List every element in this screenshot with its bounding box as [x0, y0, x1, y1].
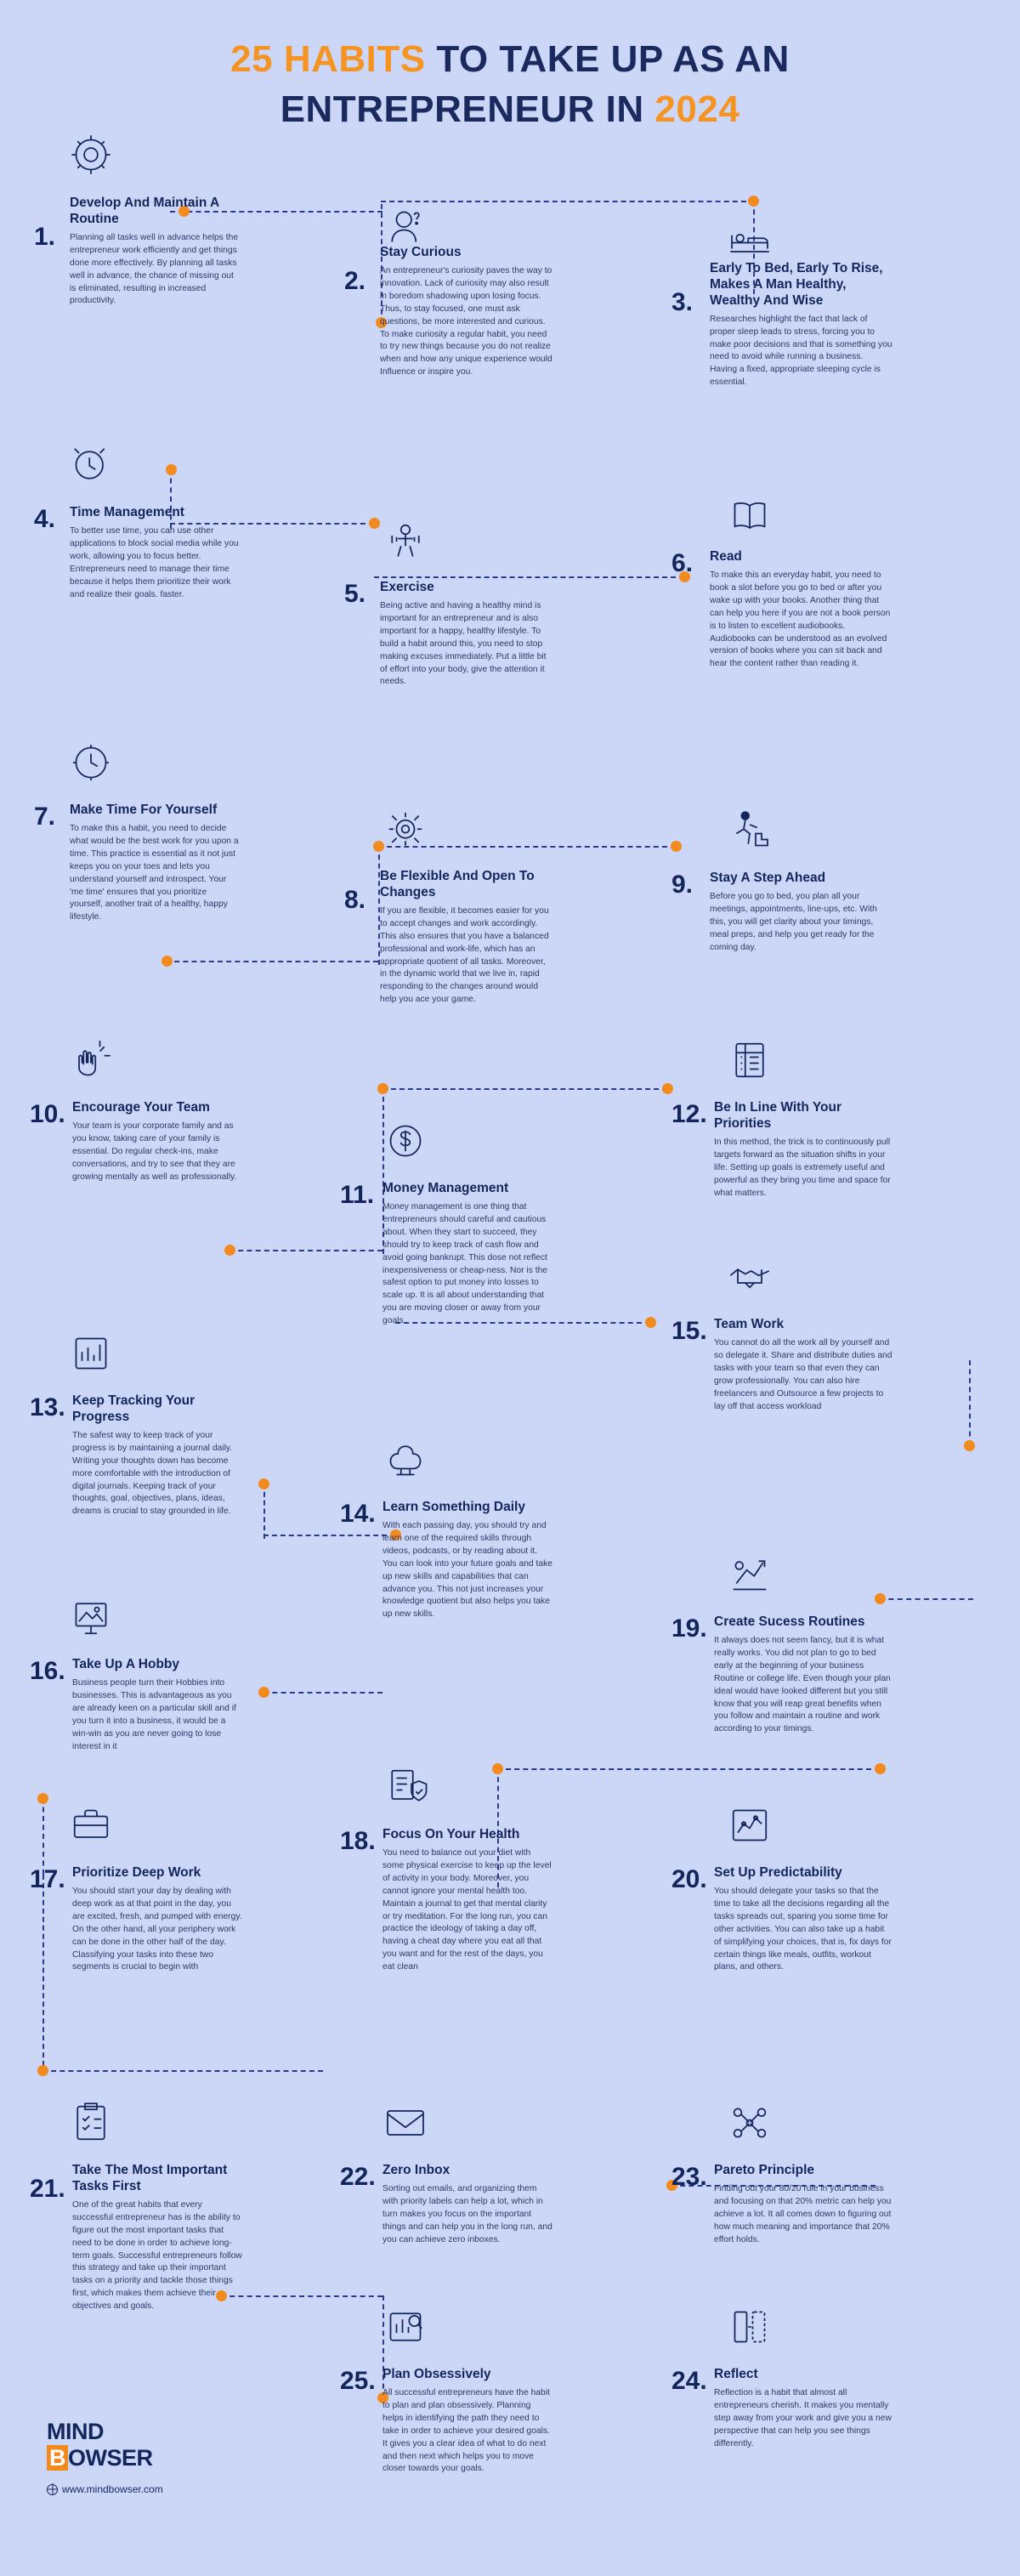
habit-title-17: Prioritize Deep Work: [72, 1865, 201, 1880]
connector-7-8: [166, 961, 378, 962]
connector-dot: [166, 464, 177, 475]
habit-number-12: 12.: [672, 1100, 707, 1128]
habit-number-17: 17.: [30, 1865, 65, 1893]
task-list-icon: [64, 2096, 118, 2150]
connector-dot: [662, 1083, 673, 1094]
habit-title-21: Take The Most Important Tasks First: [72, 2163, 228, 2193]
connector-dot: [875, 1763, 886, 1774]
habit-number-4: 4.: [34, 505, 56, 533]
habit-number-24: 24.: [672, 2367, 707, 2395]
habit-title-3: Early To Bed, Early To Rise, Makes A Man Healthy, Wealthy And Wise: [710, 261, 883, 308]
flexible-target-icon: [378, 803, 433, 858]
connector-13v: [264, 1484, 265, 1539]
habit-number-7: 7.: [34, 803, 56, 831]
habit-title-13: Keep Tracking Your Progress: [72, 1393, 196, 1424]
habit-number-8: 8.: [344, 886, 366, 914]
habit-number-23: 23.: [672, 2163, 707, 2191]
habit-title-2: Stay Curious: [380, 245, 462, 259]
habit-number-10: 10.: [30, 1100, 65, 1128]
connector-dot: [37, 1793, 48, 1804]
habit-number-9: 9.: [672, 871, 694, 899]
habit-title-25: Plan Obsessively: [382, 2367, 491, 2381]
habit-title-16: Take Up A Hobby: [72, 1657, 180, 1671]
habit-number-19: 19.: [672, 1614, 707, 1643]
habit-number-15: 15.: [672, 1317, 707, 1345]
money-dollar-icon: [378, 1114, 433, 1168]
habit-number-18: 18.: [340, 1827, 376, 1855]
habit-desc-20: You should delegate your tasks so that the time to take all the decisions regarding all the tasks spreads out, sparing you some time for other activities. You can also take up a habit of simplifying your choices, that is, fix days for certain things like meals, outfits, workout plans, and others.: [714, 1886, 892, 1972]
habit-number-16: 16.: [30, 1657, 65, 1685]
title-rest-line1: TO TAKE UP AS AN: [425, 38, 790, 80]
connector-dot: [492, 1763, 503, 1774]
footer-branding: [47, 2419, 163, 2495]
predictability-chart-icon: [722, 1798, 777, 1853]
habit-number-22: 22.: [340, 2163, 376, 2191]
habit-number-14: 14.: [340, 1500, 376, 1528]
briefcase-icon: [64, 1798, 118, 1853]
open-book-icon: [722, 489, 777, 543]
habit-number-6: 6.: [672, 549, 694, 577]
connector-16-17: [42, 1798, 44, 1875]
habit-desc-5: Being active and having a healthy mind is important for an entrepreneur and is also important for a happy, healthy lifestyle. To build a habit around this, you need to stop making excuses immediately. Put a little bit of effort into your body, give the attention it needs.: [380, 600, 547, 687]
habit-title-4: Time Management: [70, 505, 184, 519]
habit-desc-9: Before you go to bed, you plan all your meetings, appointments, line-ups, etc. With this, you will get clarity about your timings, meal preps, and help you get ready for the coming day.: [710, 891, 877, 952]
logo-mind: MIND: [47, 2419, 104, 2444]
teamwork-handshake-icon: [722, 1250, 777, 1304]
connector-11-12: [382, 1088, 667, 1090]
habit-desc-6: To make this an everyday habit, you need to book a slot before you go to bed or after you wake up with your books. Another thing that can help you here if you are not a book person is to listen to excellent audiobooks. Audiobooks can be understood as an evolved version of books where you can sit back and hear the content rather than reading it.: [710, 570, 891, 669]
habit-title-14: Learn Something Daily: [382, 1500, 525, 1514]
habit-desc-24: Reflection is a habit that almost all entrepreneurs cherish. It makes you mentally step away from your work and give you a new perspective that can help you see things differently.: [714, 2387, 892, 2448]
connector-16-14: [264, 1692, 382, 1694]
connector-5-6: [374, 576, 684, 578]
connector-17v: [42, 1875, 44, 2074]
habit-title-18: Focus On Your Health: [382, 1827, 520, 1841]
habit-desc-2: An entrepreneur's curiosity paves the way to innovation. Lack of curiosity may also result in boredom shadowing upon losing focus. Thus, to stay focused, one must ask questions, be more interested and curious. To make curiosity a regular habit, you need to try new things because you do not realize when and how any unique experience would Influence or inspire you.: [380, 265, 552, 377]
connector-21-22: [221, 2295, 382, 2297]
logo-bowser: [47, 2445, 163, 2471]
habit-number-5: 5.: [344, 580, 366, 608]
habit-number-25: 25.: [340, 2367, 376, 2395]
title-highlight-25habits: 25 HABITS: [230, 38, 426, 80]
habit-title-24: Reflect: [714, 2367, 758, 2381]
habit-desc-3: Researches highlight the fact that lack of proper sleep leads to stress, forcing you to make poor decisions and that is something you need to avoid while running a business. Having a fixed, appropriate sleeping cycle is essential.: [710, 314, 892, 388]
reflect-mirror-icon: [722, 2300, 777, 2354]
habit-desc-1: Planning all tasks well in advance helps the entrepreneur work efficiently and get things done more effectively. By planning all tasks well in advance, the chance of missing out is eliminated, resulting in increased productivity.: [70, 232, 239, 306]
habit-title-8: Be Flexible And Open To Changes: [380, 869, 535, 899]
connector-dot: [37, 2065, 48, 2076]
habit-desc-15: You cannot do all the work all by yourself and so delegate it. Share and distribute duties and tasks with your team so that even they can grow professionally. You can also hire freelancers and Outsource a few projects to lay off that access workload: [714, 1337, 892, 1411]
habit-desc-13: The safest way to keep track of your progress is by maintaining a journal daily. Writing your thoughts down has become more comfortable with the introduction of digital journals. Keeping track of your thoughts, goal, objectives, plans, ideas, dreams is crucial to stay grounded in life.: [72, 1430, 233, 1517]
clock-management-icon: [64, 438, 118, 492]
habit-desc-21: One of the great habits that every successful entrepreneur has is the ability to figure out the most important tasks that need to be done in order to achieve long-term goals. Successful entrepreneurs follow this strategy and take up their important tasks on a priority and tackle those things first, which makes them achieve their objectives and goals.: [72, 2199, 242, 2312]
globe-icon: [47, 2484, 58, 2495]
progress-tracking-icon: [64, 1326, 118, 1381]
habit-number-20: 20.: [672, 1865, 707, 1893]
logo-b-box: B: [47, 2445, 68, 2471]
connector-2-3: [381, 201, 755, 202]
learn-brain-icon: [378, 1433, 433, 1487]
connector-dot: [258, 1687, 269, 1698]
encourage-hands-icon: [64, 1033, 118, 1087]
priorities-list-icon: [722, 1033, 777, 1087]
habit-desc-19: It always does not seem fancy, but it is what really works. You did not plan to go to bed early at the beginning of your business Routine or college life. Even though your plan ideal would have looked different but you still know that you will reap great benefits when you follow and maintain a routine and work according to your timings.: [714, 1635, 891, 1734]
exercise-weightlifter-icon: [378, 514, 433, 569]
connector-10-11: [230, 1250, 382, 1251]
habit-desc-22: Sorting out emails, and organizing them with priority labels can help a lot, which in turn makes you focus on the important things and can help you in the long run, and you can achieve zero inboxes.: [382, 2183, 552, 2244]
connector-dot: [964, 1440, 975, 1451]
habit-desc-25: All successful entrepreneurs have the habit to plan and plan obsessively. Planning helps in identifying the path they need to take in order to achieve your desired goals. It gives you a clear idea of what to do next and then next which helps you to move closer towards your goals.: [382, 2387, 550, 2474]
habit-desc-7: To make this a habit, you need to decide what would be the best work for you upon a time. This practice is essential as it not just keeps you on your toes and lets you understand yourself and introspect. Your 'me time' ensures that you prioritize yourself, another trait of a healthy, happy lifestyle.: [70, 823, 239, 922]
habit-title-20: Set Up Predictability: [714, 1865, 842, 1880]
habit-number-11: 11.: [340, 1181, 375, 1209]
habit-desc-16: Business people turn their Hobbies into businesses. This is advantageous as you are already keen on a particular skill and if you turn it into a business, it would be a win-win as you are never going to lose interest in it: [72, 1677, 236, 1751]
routine-gear-icon: [64, 128, 118, 182]
habit-number-2: 2.: [344, 267, 366, 295]
habit-number-1: 1.: [34, 223, 56, 251]
habit-title-11: Money Management: [382, 1181, 509, 1195]
habit-number-13: 13.: [30, 1393, 65, 1421]
connector-13-14: [264, 1535, 395, 1536]
connector-dot: [645, 1317, 656, 1328]
pareto-people-icon: [722, 2096, 777, 2150]
habit-desc-11: Money management is one thing that entrepreneurs should careful and cautious about. When they start to succeed, they should try to keep track of cash flow and avoid going bankrupt. This dose not reflect inexpensiveness or cheap-ness. Nor is the safest option to put money into losses to scale up. It is all about understanding that you are moving closer or away from your goals.: [382, 1201, 548, 1326]
plan-chart-icon: [378, 2300, 433, 2354]
title-line2: ENTREPRENEUR IN: [280, 88, 655, 131]
wall-clock-icon: [64, 735, 118, 790]
connector-dot: [671, 841, 682, 852]
habit-number-21: 21.: [30, 2175, 65, 2203]
envelope-icon: [378, 2096, 433, 2150]
title-highlight-year: 2024: [654, 88, 740, 131]
habit-title-23: Pareto Principle: [714, 2163, 815, 2177]
step-ahead-stairs-icon: [722, 803, 777, 858]
success-routine-icon: [722, 1547, 777, 1602]
habit-number-3: 3.: [672, 288, 694, 316]
connector-dot: [162, 956, 173, 967]
habit-title-19: Create Sucess Routines: [714, 1614, 865, 1629]
connector-dot: [258, 1478, 269, 1489]
habit-title-15: Team Work: [714, 1317, 785, 1331]
website-url[interactable]: www.mindbowser.com: [62, 2483, 163, 2495]
habit-desc-23: Finding out your 80/20 rule in your business and focusing on that 20% metric can help you achieve a lot. It all comes down to figuring out how much meaning and importance that 20% effort holds.: [714, 2183, 892, 2244]
connector-dot: [875, 1593, 886, 1604]
habit-title-1: Develop And Maintain A Routine: [70, 196, 219, 226]
habit-desc-17: You should start your day by dealing with deep work as at that point in the day, you are excited, fresh, and pumped with energy. On the other hand, all your periphery work can be done in the other half of the day. Classifying your tasks into these two segments is crucial to begin with: [72, 1886, 242, 1972]
habit-desc-18: You need to balance out your diet with some physical exercise to keep up the level of activity in your body. Moreover, you cannot ignore your mental health too. Maintain a journal to get that mental clarity or try meditation. For the long run, you can practice the ideology of taking a day off, having a cheat day where you eat all that you want and for the rest of the days, you eat clean: [382, 1847, 552, 1972]
habit-title-7: Make Time For Yourself: [70, 803, 218, 817]
connector-20-21: [42, 2070, 323, 2072]
habit-desc-10: Your team is your corporate family and as you know, taking care of your family is essential. Do regular check-ins, make conversations, and try to see that they are growing mentally as well as professionally.: [72, 1121, 237, 1182]
connector-19-20: [880, 1598, 973, 1600]
habit-desc-12: In this method, the trick is to continuously pull targets forward as the situation shifts in your life. Setting up goals is extremely useful and powerful as they bring you time and space for what matters.: [714, 1137, 891, 1198]
habit-desc-14: With each passing day, you should try and learn one of the required skills through videos, podcasts, or by reading about it. You can look into your future goals and take up new skills and capabilities that can advance you. This not just increases your knowledge quotient but also helps you take up new skills.: [382, 1520, 552, 1620]
connector-18-20: [497, 1768, 880, 1770]
habit-desc-4: To better use time, you can use other applications to block social media while you work, allowing you to focus better. Entrepreneurs need to manage their time because it helps them prioritize their work and realize their goals. faster.: [70, 525, 239, 599]
hobby-painting-icon: [64, 1590, 118, 1644]
habit-title-12: Be In Line With Your Priorities: [714, 1100, 842, 1131]
connector-dot: [377, 1083, 388, 1094]
habit-title-5: Exercise: [380, 580, 434, 594]
health-shield-icon: [378, 1760, 433, 1814]
bed-sleep-icon: [722, 213, 777, 267]
habit-desc-8: If you are flexible, it becomes easier for you to accept changes and work accordingly. This also ensures that you have a balanced professional and work-life, which has an appropriate quotient of all tasks. Moreover, in the dynamic world that we live in, rapid responding to the changes around would help you ace your game.: [380, 905, 549, 1005]
habit-title-6: Read: [710, 549, 742, 564]
habit-title-10: Encourage Your Team: [72, 1100, 210, 1115]
connector-dot: [748, 196, 759, 207]
connector-dot: [224, 1245, 235, 1256]
website-line[interactable]: [47, 2483, 163, 2495]
habit-title-22: Zero Inbox: [382, 2163, 450, 2177]
habit-title-9: Stay A Step Ahead: [710, 871, 826, 885]
logo-owser: OWSER: [68, 2445, 153, 2471]
connector-15v: [969, 1360, 971, 1445]
page-title: [0, 34, 1020, 135]
